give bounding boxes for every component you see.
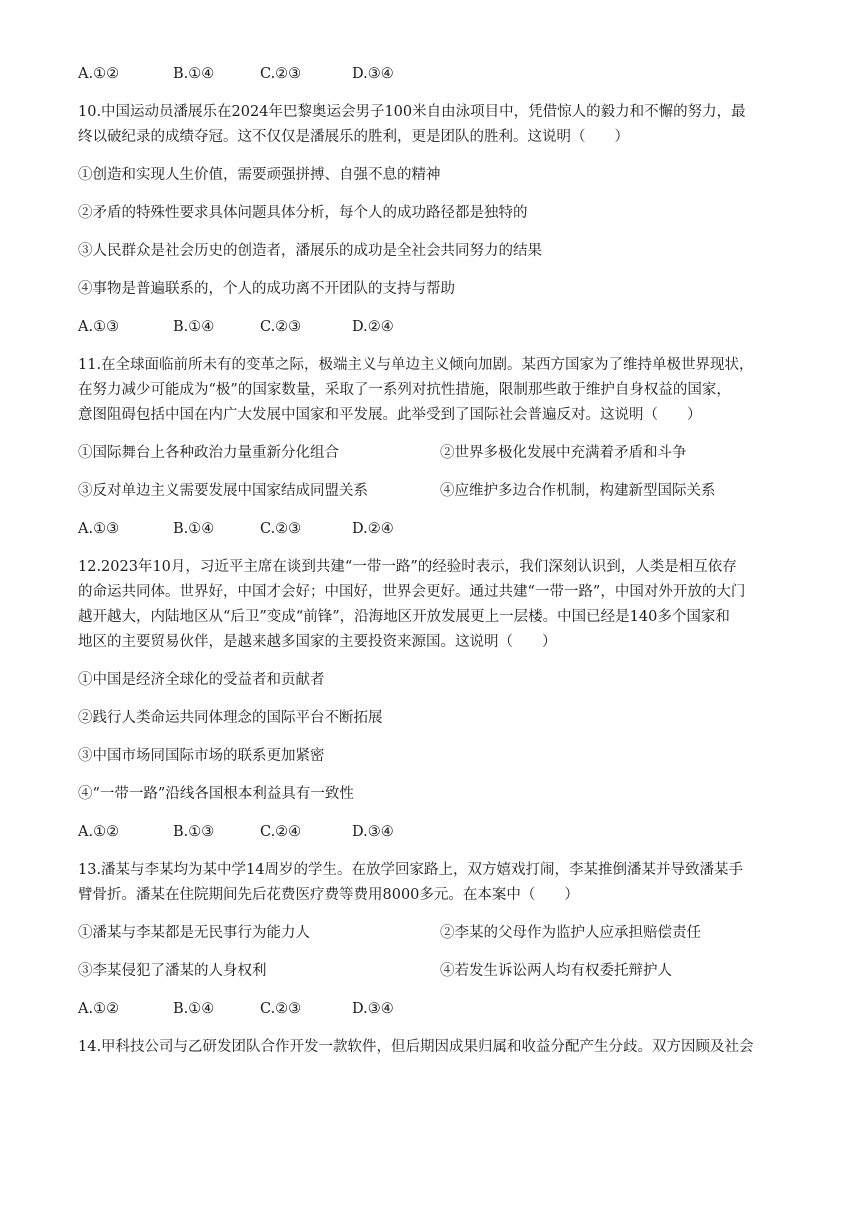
q12-item: ②践行人类命运共同体理念的国际平台不断拓展 xyxy=(78,710,383,726)
q11-item: ③反对单边主义需要发展中国家结成同盟关系 xyxy=(78,483,368,499)
q10-item: ①创造和实现人生价值，需要顽强拼搏、自强不息的精神 xyxy=(78,167,441,183)
q12-stem-line: 越开越大，内陆地区从“后卫”变成“前锋”，沿海地区开放发展更上一层楼。中国已经是140多个国家和 xyxy=(78,609,730,625)
q13-stem-line: 13.潘某与李某均为某中学14周岁的学生。在放学回家路上，双方嬉戏打闹，李某推倒潘某并导致潘某手 xyxy=(78,862,744,878)
q9-option-d: D.③④ xyxy=(352,66,394,82)
q12-item: ①中国是经济全球化的受益者和贡献者 xyxy=(78,672,325,688)
q12-stem-line: 的命运共同体。世界好，中国才会好；中国好，世界会更好。通过共建“一带一路”，中国对外开放的大门 xyxy=(78,584,746,600)
question-10 xyxy=(78,100,790,340)
question-11 xyxy=(78,353,790,542)
q11-options xyxy=(78,517,790,542)
q10-option-c: C.②③ xyxy=(260,319,302,335)
q13-option-d: D.③④ xyxy=(352,1001,394,1017)
q13-item: ②李某的父母作为监护人应承担赔偿责任 xyxy=(440,925,701,941)
q11-stem-line: 意图阻碍包括中国在内广大发展中国家和平发展。此举受到了国际社会普遍反对。这说明（ ） xyxy=(78,407,702,423)
q10-option-a: A.①③ xyxy=(78,319,120,335)
q12-option-a: A.①② xyxy=(78,824,120,840)
q11-option-d: D.②④ xyxy=(352,521,394,537)
q12-item: ③中国市场同国际市场的联系更加紧密 xyxy=(78,748,325,764)
q10-stem-line: 终以破纪录的成绩夺冠。这不仅仅是潘展乐的胜利，更是团队的胜利。这说明（ ） xyxy=(78,129,629,145)
q10-stem-line: 10.中国运动员潘展乐在2024年巴黎奥运会男子100米自由泳项目中，凭借惊人的毅力和不懈的努力，最 xyxy=(78,104,746,120)
q12-option-c: C.②④ xyxy=(260,824,302,840)
q14-stem-line: 14.甲科技公司与乙研发团队合作开发一款软件，但后期因成果归属和收益分配产生分歧。双方因顾及社会 xyxy=(78,1039,754,1055)
q11-option-b: B.①④ xyxy=(173,521,215,537)
q12-stem-line: 地区的主要贸易伙伴，是越来越多国家的主要投资来源国。这说明（ ） xyxy=(78,634,557,650)
question-13 xyxy=(78,858,790,1022)
q13-item: ①潘某与李某都是无民事行为能力人 xyxy=(78,925,310,941)
q13-stem-line: 臂骨折。潘某在住院期间先后花费医疗费等费用8000多元。在本案中（ ） xyxy=(78,887,579,903)
q11-stem-line: 11.在全球面临前所未有的变革之际，极端主义与单边主义倾向加剧。某西方国家为了维持单极世界现状， xyxy=(78,357,754,373)
q12-option-b: B.①③ xyxy=(173,824,215,840)
q10-item: ③人民群众是社会历史的创造者，潘展乐的成功是全社会共同努力的结果 xyxy=(78,243,542,259)
q11-item: ④应维护多边合作机制，构建新型国际关系 xyxy=(440,483,716,499)
q11-stem-line: 在努力减少可能成为“极”的国家数量，采取了一系列对抗性措施，限制那些敢于维护自身权益的国家， xyxy=(78,382,731,398)
exam-page xyxy=(78,62,790,1060)
question-12 xyxy=(78,555,790,845)
q12-option-d: D.③④ xyxy=(352,824,394,840)
q10-options xyxy=(78,315,790,340)
q13-item: ④若发生诉讼两人均有权委托辩护人 xyxy=(440,963,672,979)
q13-option-c: C.②③ xyxy=(260,1001,302,1017)
q13-option-a: A.①② xyxy=(78,1001,120,1017)
q9-option-c: C.②③ xyxy=(260,66,302,82)
q13-item: ③李某侵犯了潘某的人身权利 xyxy=(78,963,267,979)
q12-item: ④“一带一路”沿线各国根本利益具有一致性 xyxy=(78,786,354,802)
q12-options xyxy=(78,820,790,845)
q13-option-b: B.①④ xyxy=(173,1001,215,1017)
q10-item: ④事物是普遍联系的，个人的成功离不开团队的支持与帮助 xyxy=(78,281,455,297)
q10-option-d: D.②④ xyxy=(352,319,394,335)
q11-item: ①国际舞台上各种政治力量重新分化组合 xyxy=(78,445,339,461)
q11-option-a: A.①③ xyxy=(78,521,120,537)
q12-stem-line: 12.2023年10月，习近平主席在谈到共建“一带一路”的经验时表示，我们深刻认识到，人类是相互依存 xyxy=(78,559,737,575)
q10-option-b: B.①④ xyxy=(173,319,215,335)
q9-options xyxy=(78,62,790,87)
q11-option-c: C.②③ xyxy=(260,521,302,537)
q9-option-a: A.①② xyxy=(78,66,120,82)
q9-option-b: B.①④ xyxy=(173,66,215,82)
q10-item: ②矛盾的特殊性要求具体问题具体分析，每个人的成功路径都是独特的 xyxy=(78,205,528,221)
q13-options xyxy=(78,997,790,1022)
q11-item: ②世界多极化发展中充满着矛盾和斗争 xyxy=(440,445,687,461)
question-14 xyxy=(78,1035,790,1060)
